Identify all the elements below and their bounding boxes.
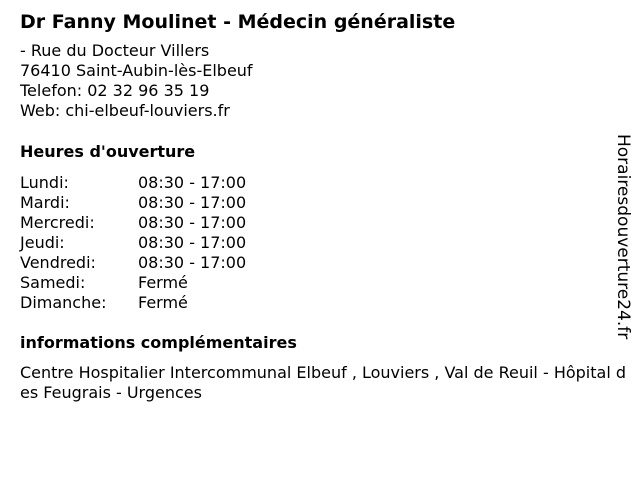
info-text: Centre Hospitalier Intercommunal Elbeuf , Louviers , Val de Reuil - Hôpital des Feugrais - Urgences — [20, 363, 627, 402]
hours-time: 08:30 - 17:00 — [138, 233, 247, 252]
hours-day: Jeudi: — [20, 233, 65, 252]
street-address: - Rue du Docteur Villers — [20, 41, 210, 60]
hours-time: 08:30 - 17:00 — [138, 173, 247, 192]
hours-time: 08:30 - 17:00 — [138, 213, 247, 232]
site-watermark: Horairesdouverture24.fr — [613, 134, 633, 340]
hours-day: Vendredi: — [20, 253, 96, 272]
hours-day: Lundi: — [20, 173, 69, 192]
hours-row-thursday — [20, 233, 610, 253]
hours-time: 08:30 - 17:00 — [138, 253, 247, 272]
hours-row-saturday — [20, 273, 610, 293]
city-address: 76410 Saint-Aubin-lès-Elbeuf — [20, 61, 253, 80]
hours-time: 08:30 - 17:00 — [138, 193, 247, 212]
hours-day: Dimanche: — [20, 293, 107, 312]
hours-row-wednesday — [20, 213, 610, 233]
hours-row-monday — [20, 173, 610, 193]
hours-day: Mardi: — [20, 193, 70, 212]
hours-time: Fermé — [138, 273, 188, 292]
hours-day: Mercredi: — [20, 213, 95, 232]
info-heading: informations complémentaires — [20, 333, 297, 352]
hours-heading: Heures d'ouverture — [20, 142, 196, 161]
page-title: Dr Fanny Moulinet - Médecin généraliste — [20, 11, 456, 33]
address-block — [20, 41, 610, 121]
hours-table — [20, 173, 610, 313]
website: Web: chi-elbeuf-louviers.fr — [20, 101, 230, 120]
phone-number: Telefon: 02 32 96 35 19 — [20, 81, 210, 100]
hours-row-tuesday — [20, 193, 610, 213]
hours-row-sunday — [20, 293, 610, 313]
hours-time: Fermé — [138, 293, 188, 312]
hours-day: Samedi: — [20, 273, 86, 292]
hours-row-friday — [20, 253, 610, 273]
